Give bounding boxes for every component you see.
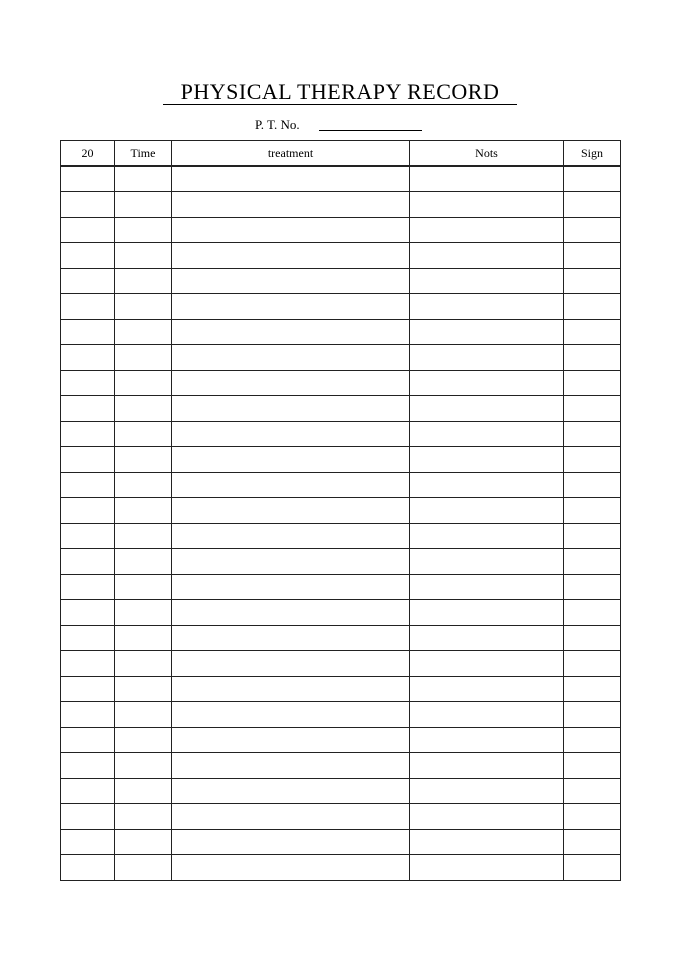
date-cell[interactable] (61, 268, 115, 294)
table-body (61, 166, 621, 880)
table-row (61, 855, 621, 881)
table-row (61, 778, 621, 804)
date-cell[interactable] (61, 625, 115, 651)
therapy-record-table (60, 140, 621, 881)
notes-cell[interactable] (410, 829, 564, 855)
treatment-cell[interactable] (172, 829, 410, 855)
form-title: PHYSICAL THERAPY RECORD (180, 79, 500, 104)
date-cell[interactable] (61, 753, 115, 779)
date-cell[interactable] (61, 370, 115, 396)
notes-cell[interactable] (410, 651, 564, 677)
notes-cell[interactable] (410, 702, 564, 728)
sign-cell[interactable] (564, 192, 621, 218)
time-cell[interactable] (115, 804, 172, 830)
notes-cell[interactable] (410, 676, 564, 702)
time-cell[interactable] (115, 447, 172, 473)
table-row (61, 523, 621, 549)
sign-cell[interactable] (564, 243, 621, 269)
sign-cell[interactable] (564, 523, 621, 549)
treatment-cell[interactable] (172, 676, 410, 702)
sign-cell[interactable] (564, 829, 621, 855)
date-cell[interactable] (61, 829, 115, 855)
time-cell[interactable] (115, 702, 172, 728)
treatment-cell[interactable] (172, 345, 410, 371)
time-cell[interactable] (115, 294, 172, 320)
time-cell[interactable] (115, 855, 172, 881)
treatment-cell[interactable] (172, 243, 410, 269)
time-cell[interactable] (115, 166, 172, 192)
sign-cell[interactable] (564, 549, 621, 575)
sign-cell[interactable] (564, 574, 621, 600)
date-cell[interactable] (61, 498, 115, 524)
time-cell[interactable] (115, 498, 172, 524)
table-row (61, 396, 621, 422)
date-cell[interactable] (61, 702, 115, 728)
date-cell[interactable] (61, 217, 115, 243)
table-row (61, 804, 621, 830)
notes-cell[interactable] (410, 217, 564, 243)
notes-cell[interactable] (410, 625, 564, 651)
time-cell[interactable] (115, 319, 172, 345)
treatment-cell[interactable] (172, 753, 410, 779)
table-row (61, 574, 621, 600)
notes-cell[interactable] (410, 855, 564, 881)
sign-cell[interactable] (564, 498, 621, 524)
table-row (61, 345, 621, 371)
column-header-treatment: treatment (172, 141, 410, 167)
treatment-cell[interactable] (172, 600, 410, 626)
time-cell[interactable] (115, 778, 172, 804)
treatment-cell[interactable] (172, 166, 410, 192)
treatment-cell[interactable] (172, 447, 410, 473)
table-row (61, 421, 621, 447)
notes-cell[interactable] (410, 574, 564, 600)
table-row (61, 651, 621, 677)
table-row (61, 472, 621, 498)
sign-cell[interactable] (564, 447, 621, 473)
notes-cell[interactable] (410, 319, 564, 345)
date-cell[interactable] (61, 421, 115, 447)
date-cell[interactable] (61, 804, 115, 830)
notes-cell[interactable] (410, 753, 564, 779)
table-row (61, 829, 621, 855)
table-row (61, 447, 621, 473)
column-header-notes: Nots (410, 141, 564, 167)
date-cell[interactable] (61, 243, 115, 269)
table-row (61, 217, 621, 243)
treatment-cell[interactable] (172, 625, 410, 651)
time-cell[interactable] (115, 676, 172, 702)
date-cell[interactable] (61, 396, 115, 422)
date-cell[interactable] (61, 855, 115, 881)
table-row (61, 753, 621, 779)
treatment-cell[interactable] (172, 778, 410, 804)
date-cell[interactable] (61, 549, 115, 575)
time-cell[interactable] (115, 243, 172, 269)
time-cell[interactable] (115, 421, 172, 447)
table-header-row (61, 141, 621, 167)
sign-cell[interactable] (564, 294, 621, 320)
sign-cell[interactable] (564, 345, 621, 371)
treatment-cell[interactable] (172, 727, 410, 753)
treatment-cell[interactable] (172, 370, 410, 396)
date-cell[interactable] (61, 319, 115, 345)
sign-cell[interactable] (564, 804, 621, 830)
title-underline (163, 104, 517, 105)
treatment-cell[interactable] (172, 523, 410, 549)
notes-cell[interactable] (410, 472, 564, 498)
sign-cell[interactable] (564, 702, 621, 728)
sign-cell[interactable] (564, 778, 621, 804)
table-row (61, 319, 621, 345)
treatment-cell[interactable] (172, 804, 410, 830)
treatment-cell[interactable] (172, 319, 410, 345)
notes-cell[interactable] (410, 778, 564, 804)
date-cell[interactable] (61, 651, 115, 677)
sign-cell[interactable] (564, 600, 621, 626)
time-cell[interactable] (115, 600, 172, 626)
notes-cell[interactable] (410, 396, 564, 422)
notes-cell[interactable] (410, 166, 564, 192)
sign-cell[interactable] (564, 727, 621, 753)
date-cell[interactable] (61, 778, 115, 804)
notes-cell[interactable] (410, 549, 564, 575)
notes-cell[interactable] (410, 345, 564, 371)
date-cell[interactable] (61, 600, 115, 626)
column-header-year: 20 (61, 141, 115, 167)
sign-cell[interactable] (564, 268, 621, 294)
table-row (61, 727, 621, 753)
treatment-cell[interactable] (172, 472, 410, 498)
date-cell[interactable] (61, 523, 115, 549)
date-cell[interactable] (61, 472, 115, 498)
pt-no-field[interactable] (319, 130, 422, 131)
table-row (61, 600, 621, 626)
time-cell[interactable] (115, 574, 172, 600)
time-cell[interactable] (115, 829, 172, 855)
sign-cell[interactable] (564, 676, 621, 702)
sign-cell[interactable] (564, 166, 621, 192)
notes-cell[interactable] (410, 294, 564, 320)
date-cell[interactable] (61, 676, 115, 702)
sign-cell[interactable] (564, 421, 621, 447)
date-cell[interactable] (61, 345, 115, 371)
notes-cell[interactable] (410, 727, 564, 753)
sign-cell[interactable] (564, 396, 621, 422)
table-row (61, 549, 621, 575)
table-row (61, 370, 621, 396)
date-cell[interactable] (61, 447, 115, 473)
date-cell[interactable] (61, 294, 115, 320)
time-cell[interactable] (115, 192, 172, 218)
treatment-cell[interactable] (172, 574, 410, 600)
notes-cell[interactable] (410, 268, 564, 294)
treatment-cell[interactable] (172, 498, 410, 524)
treatment-cell[interactable] (172, 217, 410, 243)
table-row (61, 166, 621, 192)
sign-cell[interactable] (564, 370, 621, 396)
notes-cell[interactable] (410, 523, 564, 549)
table-row (61, 243, 621, 269)
table-row (61, 294, 621, 320)
time-cell[interactable] (115, 753, 172, 779)
notes-cell[interactable] (410, 498, 564, 524)
time-cell[interactable] (115, 396, 172, 422)
date-cell[interactable] (61, 192, 115, 218)
time-cell[interactable] (115, 523, 172, 549)
notes-cell[interactable] (410, 804, 564, 830)
treatment-cell[interactable] (172, 268, 410, 294)
notes-cell[interactable] (410, 370, 564, 396)
time-cell[interactable] (115, 651, 172, 677)
notes-cell[interactable] (410, 192, 564, 218)
time-cell[interactable] (115, 345, 172, 371)
sign-cell[interactable] (564, 753, 621, 779)
treatment-cell[interactable] (172, 294, 410, 320)
date-cell[interactable] (61, 166, 115, 192)
treatment-cell[interactable] (172, 421, 410, 447)
sign-cell[interactable] (564, 625, 621, 651)
treatment-cell[interactable] (172, 396, 410, 422)
sign-cell[interactable] (564, 472, 621, 498)
table-row (61, 702, 621, 728)
time-cell[interactable] (115, 625, 172, 651)
time-cell[interactable] (115, 370, 172, 396)
sign-cell[interactable] (564, 855, 621, 881)
treatment-cell[interactable] (172, 549, 410, 575)
date-cell[interactable] (61, 574, 115, 600)
treatment-cell[interactable] (172, 651, 410, 677)
time-cell[interactable] (115, 549, 172, 575)
notes-cell[interactable] (410, 600, 564, 626)
time-cell[interactable] (115, 472, 172, 498)
pt-no-label: P. T. No. (255, 117, 300, 132)
notes-cell[interactable] (410, 243, 564, 269)
notes-cell[interactable] (410, 447, 564, 473)
time-cell[interactable] (115, 727, 172, 753)
sign-cell[interactable] (564, 319, 621, 345)
time-cell[interactable] (115, 217, 172, 243)
table-row (61, 268, 621, 294)
sign-cell[interactable] (564, 217, 621, 243)
table-row (61, 192, 621, 218)
treatment-cell[interactable] (172, 855, 410, 881)
time-cell[interactable] (115, 268, 172, 294)
notes-cell[interactable] (410, 421, 564, 447)
date-cell[interactable] (61, 727, 115, 753)
table-row (61, 676, 621, 702)
sign-cell[interactable] (564, 651, 621, 677)
column-header-sign: Sign (564, 141, 621, 167)
treatment-cell[interactable] (172, 702, 410, 728)
table-row (61, 625, 621, 651)
table-row (61, 498, 621, 524)
column-header-time: Time (115, 141, 172, 167)
treatment-cell[interactable] (172, 192, 410, 218)
